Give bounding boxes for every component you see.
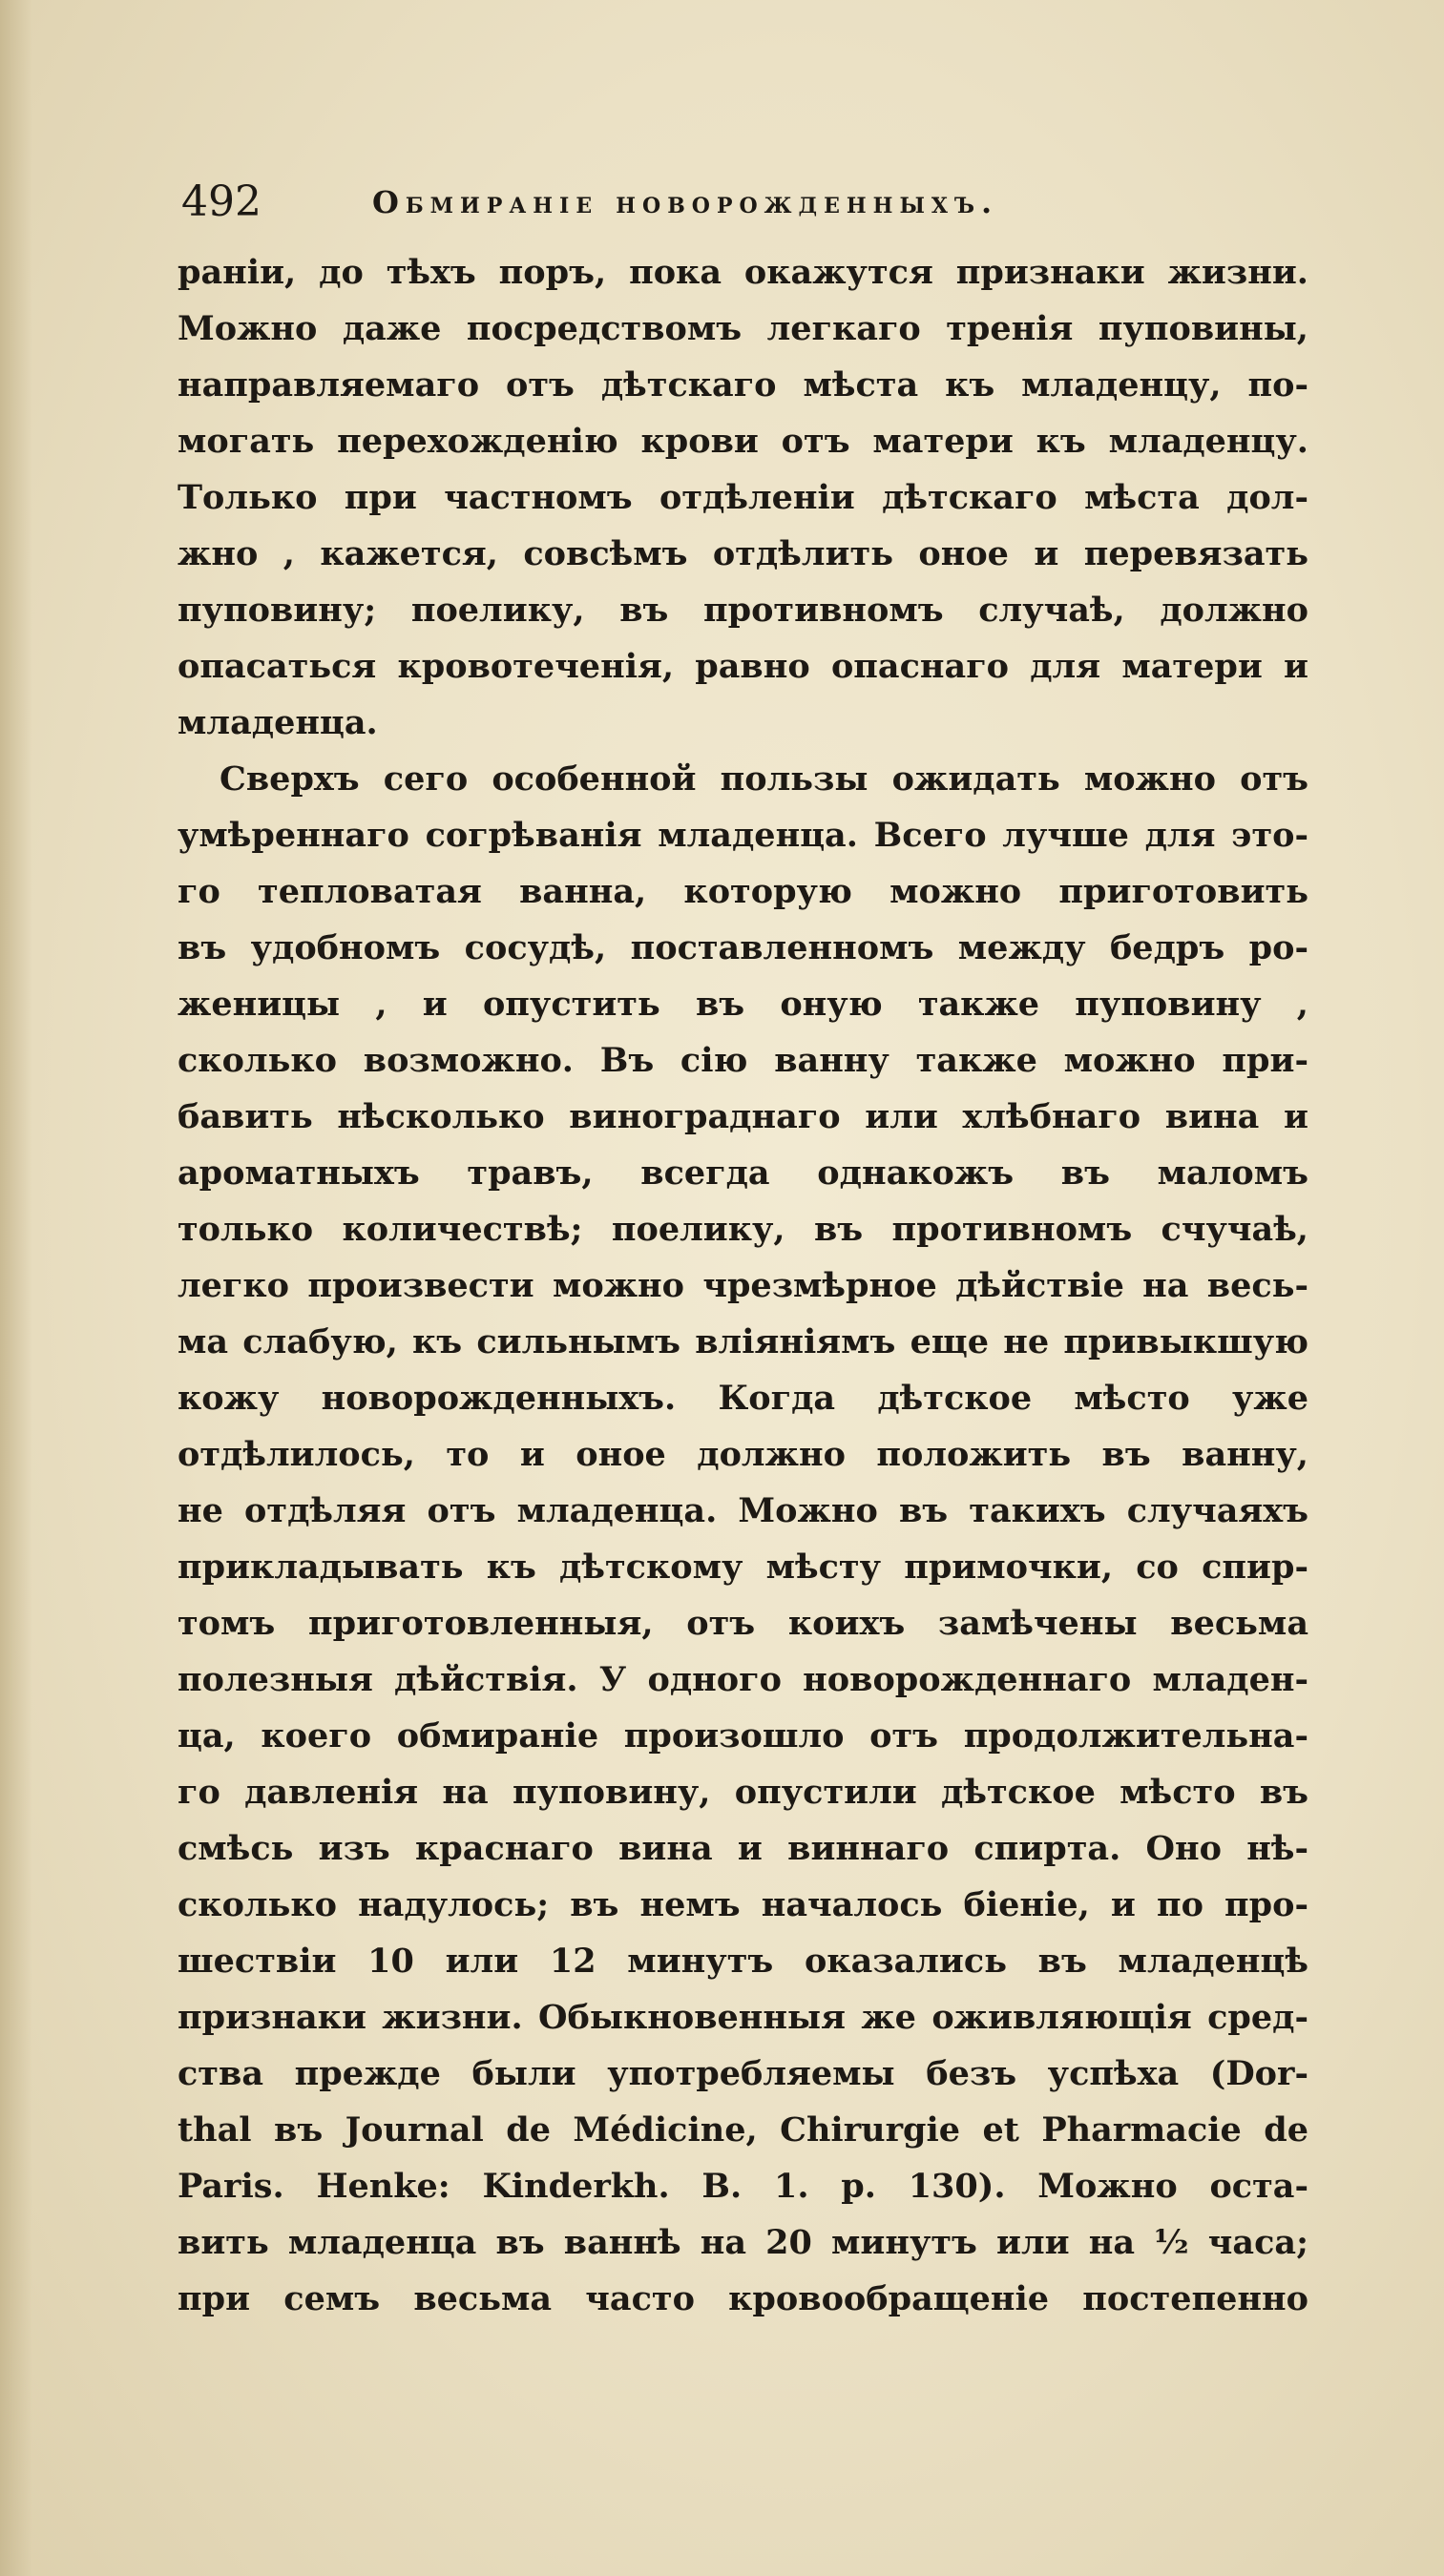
text-line: thal въ Journal de Médicine, Chirurgie et Pharmacie de — [178, 2110, 1308, 2150]
text-line: женицы , и опустить въ оную также пуповину , — [178, 985, 1308, 1024]
text-line: только количествѣ; поелику, въ противномъ счучаѣ, — [178, 1210, 1308, 1249]
text-line: ства прежде были употребляемы безъ успѣха (Dor- — [178, 2054, 1308, 2093]
page-gutter-shadow — [0, 0, 32, 2576]
paragraph-start-line: Сверхъ сего особенной пользы ожидать можно отъ — [220, 759, 1308, 799]
text-line: ца, коего обмираніе произошло отъ продолжительна- — [178, 1716, 1308, 1755]
text-line: пуповину; поелику, въ противномъ случаѣ, должно — [178, 591, 1308, 630]
text-line: не отдѣляя отъ младенца. Можно въ такихъ случаяхъ — [178, 1491, 1308, 1530]
body-text — [178, 244, 1308, 2327]
text-line: младенца. — [178, 703, 378, 742]
text-line: умѣреннаго согрѣванія младенца. Всего лучше для это- — [178, 816, 1308, 855]
text-line: въ удобномъ сосудѣ, поставленномъ между бедръ ро- — [178, 928, 1308, 967]
text-line: смѣсь изъ краснаго вина и виннаго спирта. Оно нѣ- — [178, 1829, 1308, 1868]
text-line: сколько надулось; въ немъ началось біеніе, и по про- — [178, 1885, 1308, 1924]
text-line: при семъ весьма часто кровообращеніе постепенно — [178, 2279, 1308, 2318]
text-line: ма слабую, къ сильнымъ вліяніямъ еще не привыкшую — [178, 1322, 1308, 1361]
text-line: го тепловатая ванна, которую можно приготовить — [178, 872, 1308, 911]
text-line: вить младенца въ ваннѣ на 20 минутъ или на ½ часа; — [178, 2223, 1308, 2262]
text-line: жно , кажется, совсѣмъ отдѣлить оное и перевязать — [178, 534, 1308, 573]
text-line: полезныя дѣйствія. У одного новорожденнаго младен- — [178, 1660, 1308, 1699]
text-line: томъ приготовленныя, отъ коихъ замѣчены весьма — [178, 1604, 1308, 1643]
text-line: го давленія на пуповину, опустили дѣтское мѣсто въ — [178, 1773, 1308, 1812]
text-line: кожу новорожденныхъ. Когда дѣтское мѣсто уже — [178, 1379, 1308, 1418]
text-line: Только при частномъ отдѣленіи дѣтскаго мѣста дол- — [178, 478, 1308, 517]
text-line: раніи, до тѣхъ поръ, пока окажутся признаки жизни. — [178, 253, 1308, 292]
text-line: легко произвести можно чрезмѣрное дѣйствіе на весь- — [178, 1266, 1308, 1305]
text-line: Можно даже посредствомъ легкаго тренія пуповины, — [178, 309, 1308, 348]
text-line: направляемаго отъ дѣтскаго мѣста къ младенцу, по- — [178, 365, 1308, 405]
page-number: 492 — [181, 177, 262, 226]
text-line: могать перехожденію крови отъ матери къ младенцу. — [178, 422, 1308, 461]
text-line: отдѣлилось, то и оное должно положить въ ванну, — [178, 1435, 1308, 1474]
text-line: бавить нѣсколько винограднаго или хлѣбнаго вина и — [178, 1097, 1308, 1136]
running-head: Обмираніе новорожденныхъ. — [372, 184, 999, 220]
text-line: Paris. Henke: Kinderkh. B. 1. p. 130). Можно оста- — [178, 2167, 1308, 2206]
text-line: прикладывать къ дѣтскому мѣсту примочки, со спир- — [178, 1548, 1308, 1587]
text-line: сколько возможно. Въ сію ванну также можно при- — [178, 1041, 1308, 1080]
text-line: опасаться кровотеченія, равно опаснаго для матери и — [178, 647, 1308, 686]
text-line: ароматныхъ травъ, всегда однакожъ въ маломъ — [178, 1153, 1308, 1193]
text-line: признаки жизни. Обыкновенныя же оживляющія сред- — [178, 1998, 1308, 2037]
text-line: шествіи 10 или 12 минутъ оказались въ младенцѣ — [178, 1942, 1308, 1981]
page-header — [181, 176, 1308, 229]
